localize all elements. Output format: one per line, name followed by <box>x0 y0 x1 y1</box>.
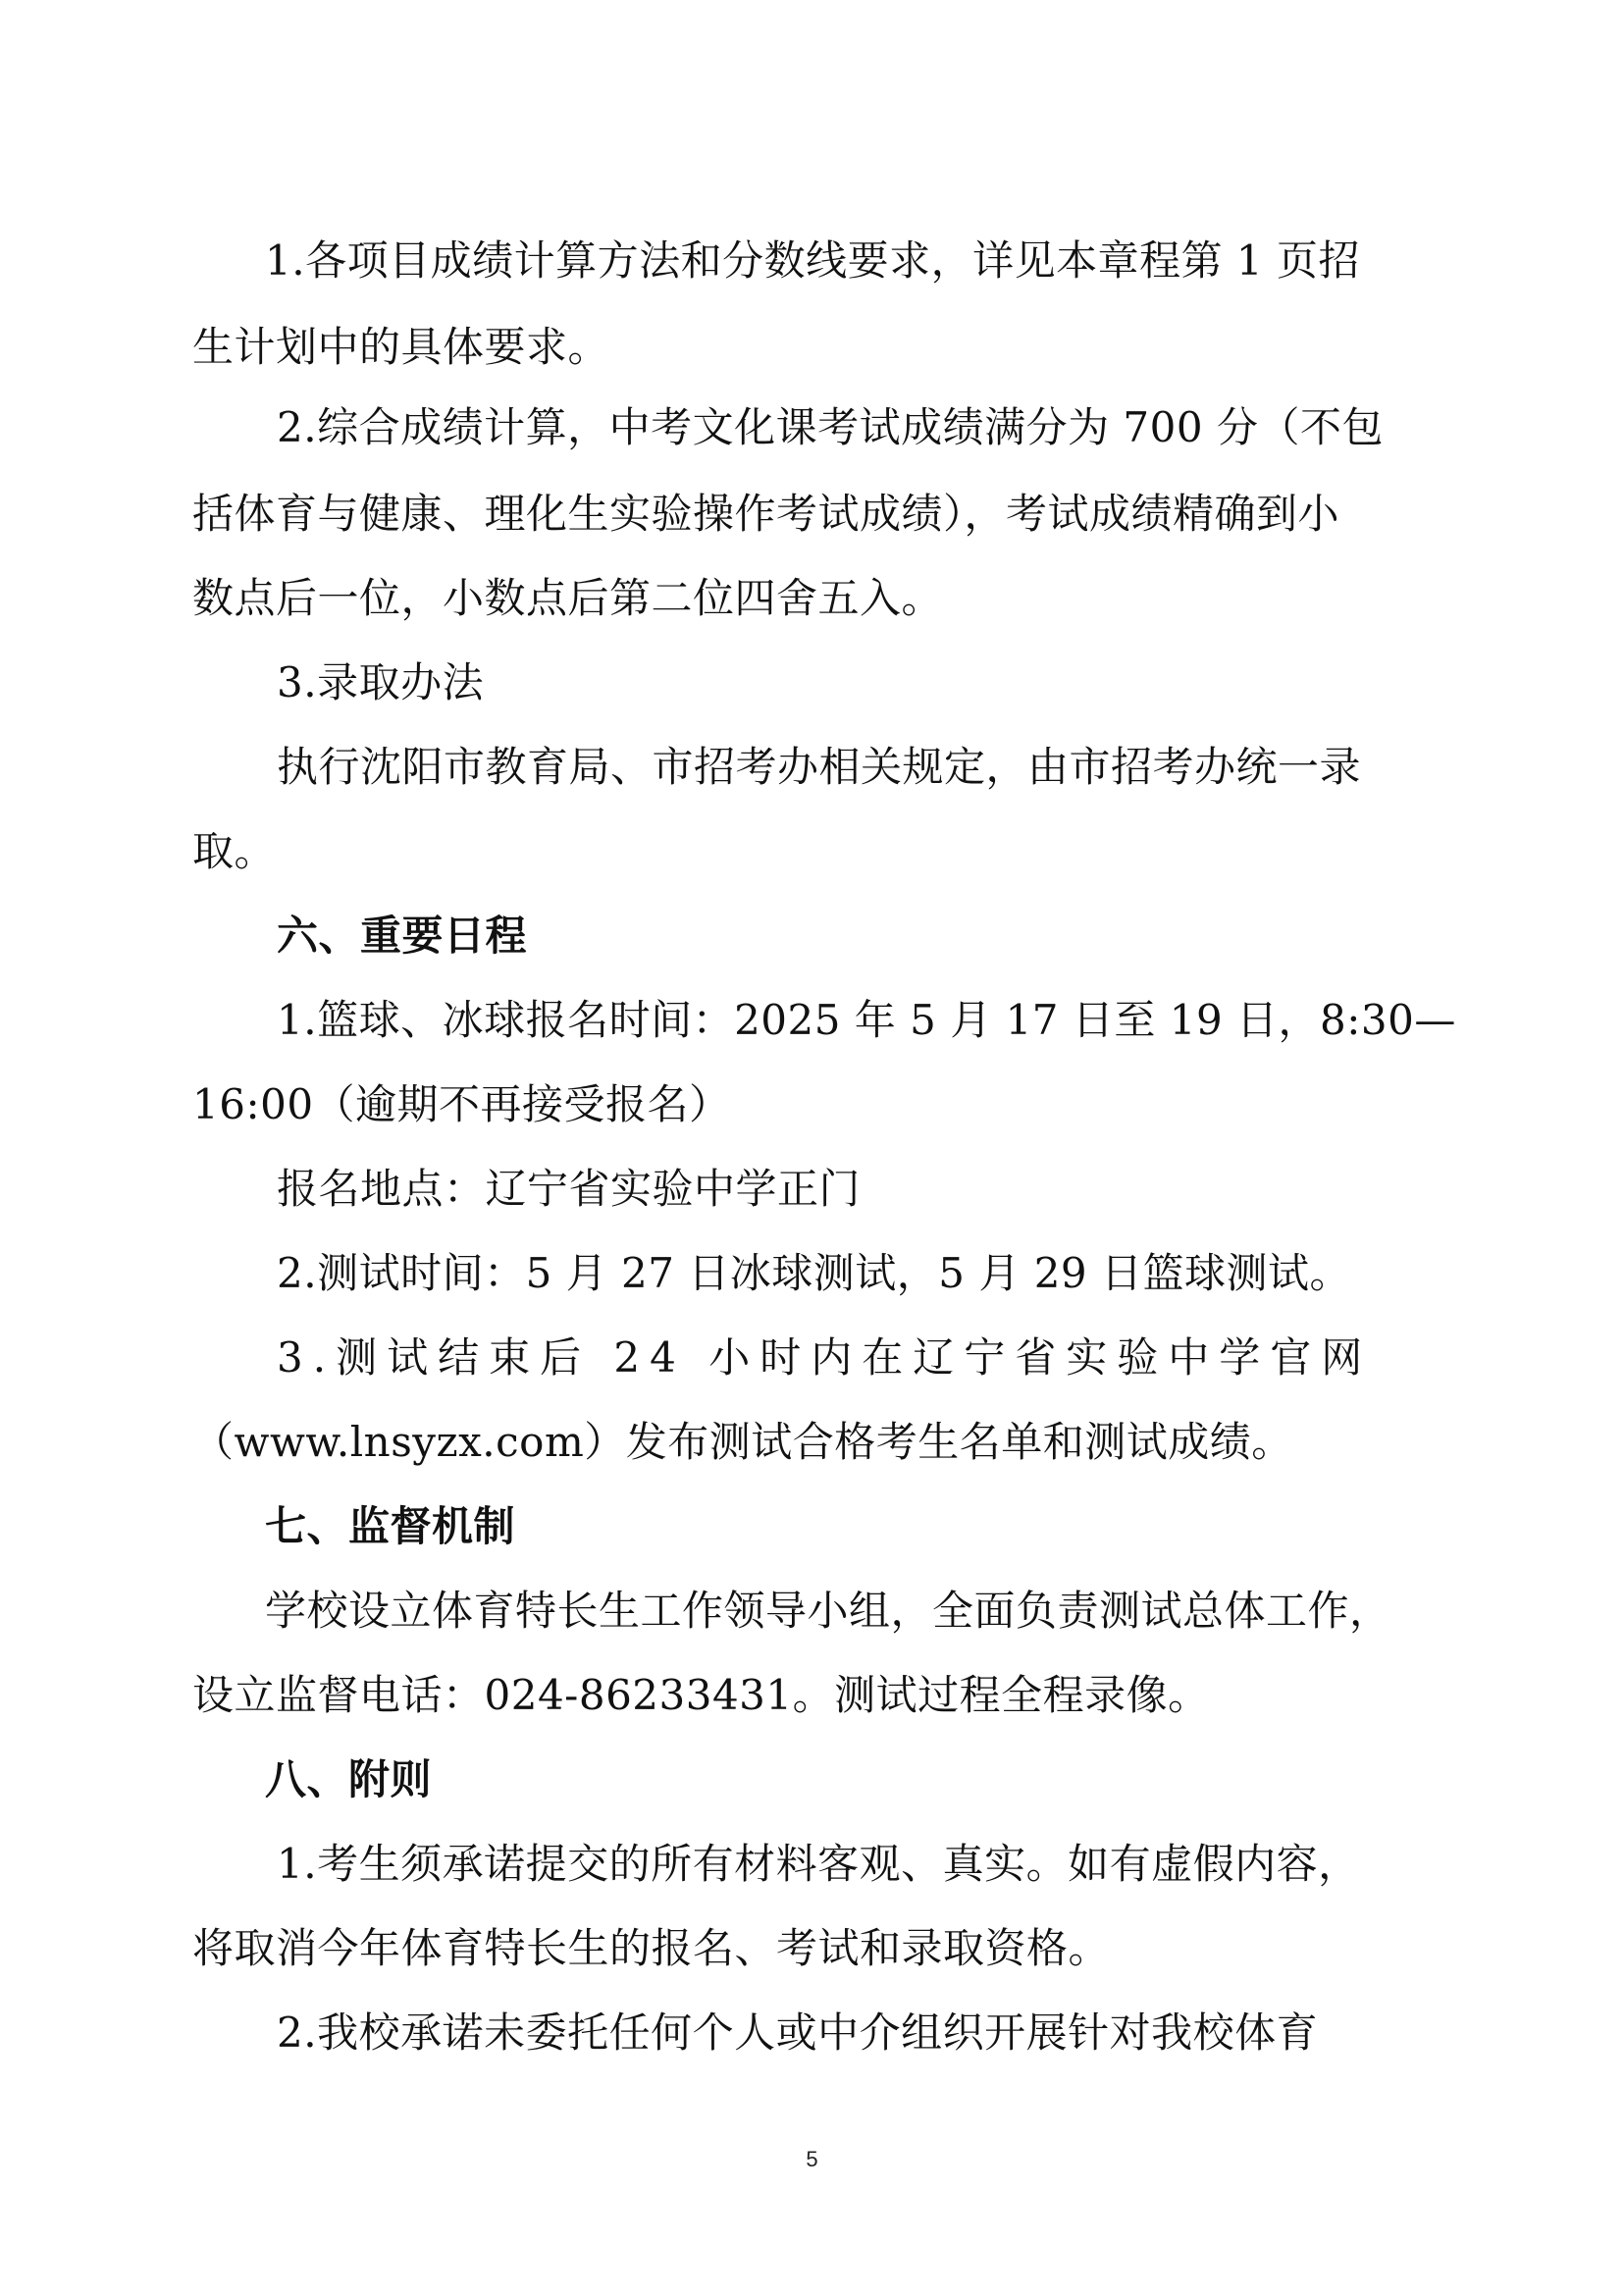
paragraph-line: 执行沈阳市教育局、市招考办相关规定，由市招考办统一录 <box>277 743 1362 791</box>
paragraph-line: 报名地点：辽宁省实验中学正门 <box>277 1165 862 1213</box>
paragraph-line: 1.各项目成绩计算方法和分数线要求，详见本章程第 1 页招 <box>265 236 1360 285</box>
page-number: 5 <box>806 2147 818 2171</box>
section-heading: 七、监督机制 <box>265 1502 516 1550</box>
paragraph-line: （www.lnsyzx.com）发布测试合格考生名单和测试成绩。 <box>192 1418 1293 1466</box>
paragraph-line: 1.篮球、冰球报名时间：2025 年 5 月 17 日至 19 日，8:30— <box>277 996 1456 1044</box>
paragraph-line: 取。 <box>192 827 277 875</box>
section-heading: 八、附则 <box>265 1755 433 1803</box>
paragraph-line: 学校设立体育特长生工作领导小组，全面负责测试总体工作， <box>265 1587 1391 1635</box>
section-heading: 六、重要日程 <box>277 912 528 960</box>
paragraph-line: 1.考生须承诺提交的所有材料客观、真实。如有虚假内容， <box>277 1840 1360 1888</box>
paragraph-line: 2.测试时间：5 月 27 日冰球测试，5 月 29 日篮球测试。 <box>277 1249 1352 1297</box>
paragraph-line: 设立监督电话：024-86233431。测试过程全程录像。 <box>192 1671 1210 1719</box>
paragraph-line: 16:00（逾期不再接受报名） <box>192 1080 731 1128</box>
paragraph-line: 2.我校承诺未委托任何个人或中介组织开展针对我校体育 <box>277 2008 1319 2057</box>
paragraph-line: 3.测试结束后 24 小时内在辽宁省实验中学官网 <box>277 1333 1373 1382</box>
paragraph-line: 生计划中的具体要求。 <box>192 323 610 371</box>
paragraph-line: 2.综合成绩计算，中考文化课考试成绩满分为 700 分（不包 <box>277 403 1384 451</box>
paragraph-line: 括体育与健康、理化生实验操作考试成绩），考试成绩精确到小 <box>192 490 1340 538</box>
paragraph-line: 数点后一位，小数点后第二位四舍五入。 <box>192 574 944 622</box>
paragraph-line: 3.录取办法 <box>277 658 485 706</box>
paragraph-line: 将取消今年体育特长生的报名、考试和录取资格。 <box>192 1924 1111 1972</box>
